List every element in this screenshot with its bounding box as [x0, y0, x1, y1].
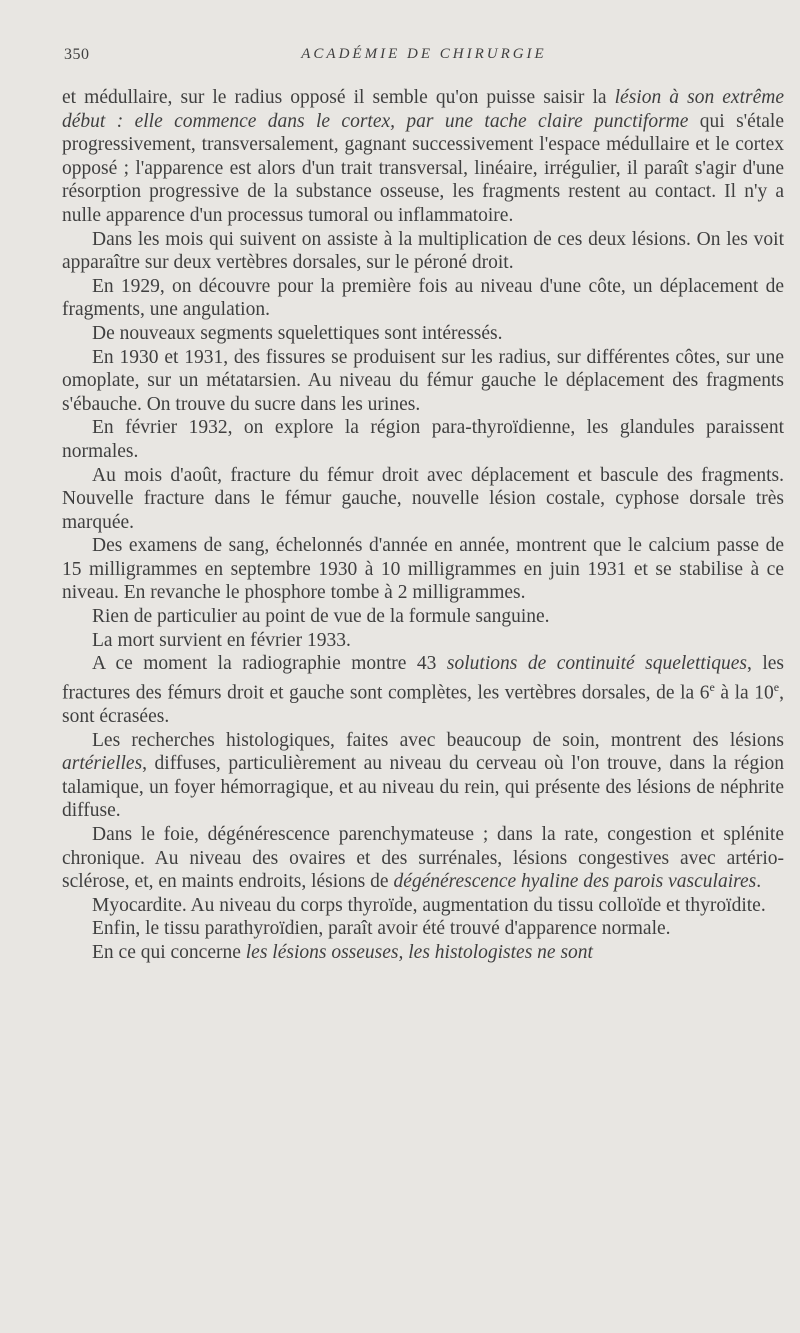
italic-text-run: lésion à son extrême début : elle commence dans le cortex, par une tache claire punctiforme [62, 87, 784, 132]
paragraph [62, 894, 784, 918]
page-number: 350 [64, 46, 90, 63]
paragraph [62, 605, 784, 629]
body-text [62, 86, 784, 964]
text-run: De nouveaux segments squelettiques sont intéressés. [92, 322, 503, 344]
text-run: La mort survient en février 1933. [92, 629, 351, 651]
text-run: A ce moment la radiographie montre 43 [92, 653, 447, 675]
superscript-text-run: e [709, 679, 715, 694]
italic-text-run: les lésions osseuses, les histologistes ne sont [245, 941, 593, 963]
paragraph [62, 652, 784, 728]
italic-text-run: solutions de continuité squelettiques [446, 653, 747, 675]
paragraph [62, 534, 784, 605]
text-run: qui s'étale progressivement, transversalement, gagnant successivement l'espace médullaire et le cortex opposé ; l'apparence est alors d'un trait transversal, linéaire, irrégulier, il paraît s'agir d'une résorption progressive de la substance osseuse, les fragments restent au contact. Il n'y a nulle apparence d'un processus tumoral ou inflammatoire. [62, 110, 784, 226]
text-run: , les fractures des fémurs droit et gauche sont complètes, les vertèbres dorsales, de la 6 [62, 653, 784, 704]
paragraph [62, 823, 784, 894]
text-run: Rien de particulier au point de vue de la formule sanguine. [92, 606, 550, 628]
text-run: Les recherches histologiques, faites avec beaucoup de soin, montrent des lésions [92, 729, 784, 751]
text-run: et médullaire, sur le radius opposé il semble qu'on puisse saisir la [62, 87, 615, 108]
text-run: En 1929, on découvre pour la première fois au niveau d'une côte, un déplacement de fragments, une angulation. [62, 275, 784, 321]
superscript-text-run: e [773, 679, 780, 694]
text-run: Dans le foie, dégénérescence parenchymateuse ; dans la rate, congestion et splénite chronique. Au niveau des ovaires et des surrénales, lésions congestives avec artério-sclérose, et, en maints endroits, lésions de [62, 823, 784, 893]
text-run: Dans les mois qui suivent on assiste à la multiplication de ces deux lésions. On les voit apparaître sur deux vertèbres dorsales, sur le péroné droit. [62, 228, 784, 274]
paragraph [62, 346, 784, 417]
text-run: Au mois d'août, fracture du fémur droit avec déplacement et bascule des fragments. Nouvelle fracture dans le fémur gauche, nouvelle lésion costale, cyphose dorsale très marquée. [62, 464, 784, 533]
paragraph [62, 322, 784, 346]
paragraph [62, 228, 784, 275]
page-header [64, 46, 784, 72]
paragraph [62, 729, 784, 823]
text-run: En février 1932, on explore la région para-thyroïdienne, les glandules paraissent normales. [62, 417, 784, 462]
running-title: ACADÉMIE DE CHIRURGIE [301, 46, 547, 62]
italic-text-run: artérielles [62, 753, 143, 775]
text-run: En ce qui concerne [92, 941, 246, 963]
italic-text-run: dégénérescence hyaline des parois vasculaires [393, 871, 757, 893]
paragraph [62, 629, 784, 653]
paragraph [62, 275, 784, 322]
text-run: . [756, 871, 762, 893]
text-run: Enfin, le tissu parathyroïdien, paraît avoir été trouvé d'apparence normale. [92, 918, 671, 940]
text-run: à la 10 [714, 682, 774, 704]
text-run: , diffuses, particulièrement au niveau du cerveau où l'on trouve, dans la région talamique, un foyer hémorragique, et au niveau du rein, qui présente des lésions de néphrite diffuse. [62, 753, 784, 822]
paragraph [62, 917, 784, 941]
text-run: , sont écrasées. [62, 682, 784, 727]
paragraph [62, 416, 784, 463]
text-run: En 1930 et 1931, des fissures se produisent sur les radius, sur différentes côtes, sur une omoplate, sur un métatarsien. Au niveau du fémur gauche le déplacement des fragments s'ébauche. On trouve du sucre dans les urines. [62, 346, 784, 415]
paragraph [62, 86, 784, 228]
paragraph [62, 464, 784, 535]
text-run: Myocardite. Au niveau du corps thyroïde, augmentation du tissu colloïde et thyroïdite. [92, 894, 766, 916]
paragraph [62, 941, 784, 965]
text-run: Des examens de sang, échelonnés d'année en année, montrent que le calcium passe de 15 milligrammes en septembre 1930 à 10 milligrammes en juin 1931 et se stabilise à ce niveau. En revanche le phosphore tombe à 2 milligrammes. [62, 535, 784, 604]
